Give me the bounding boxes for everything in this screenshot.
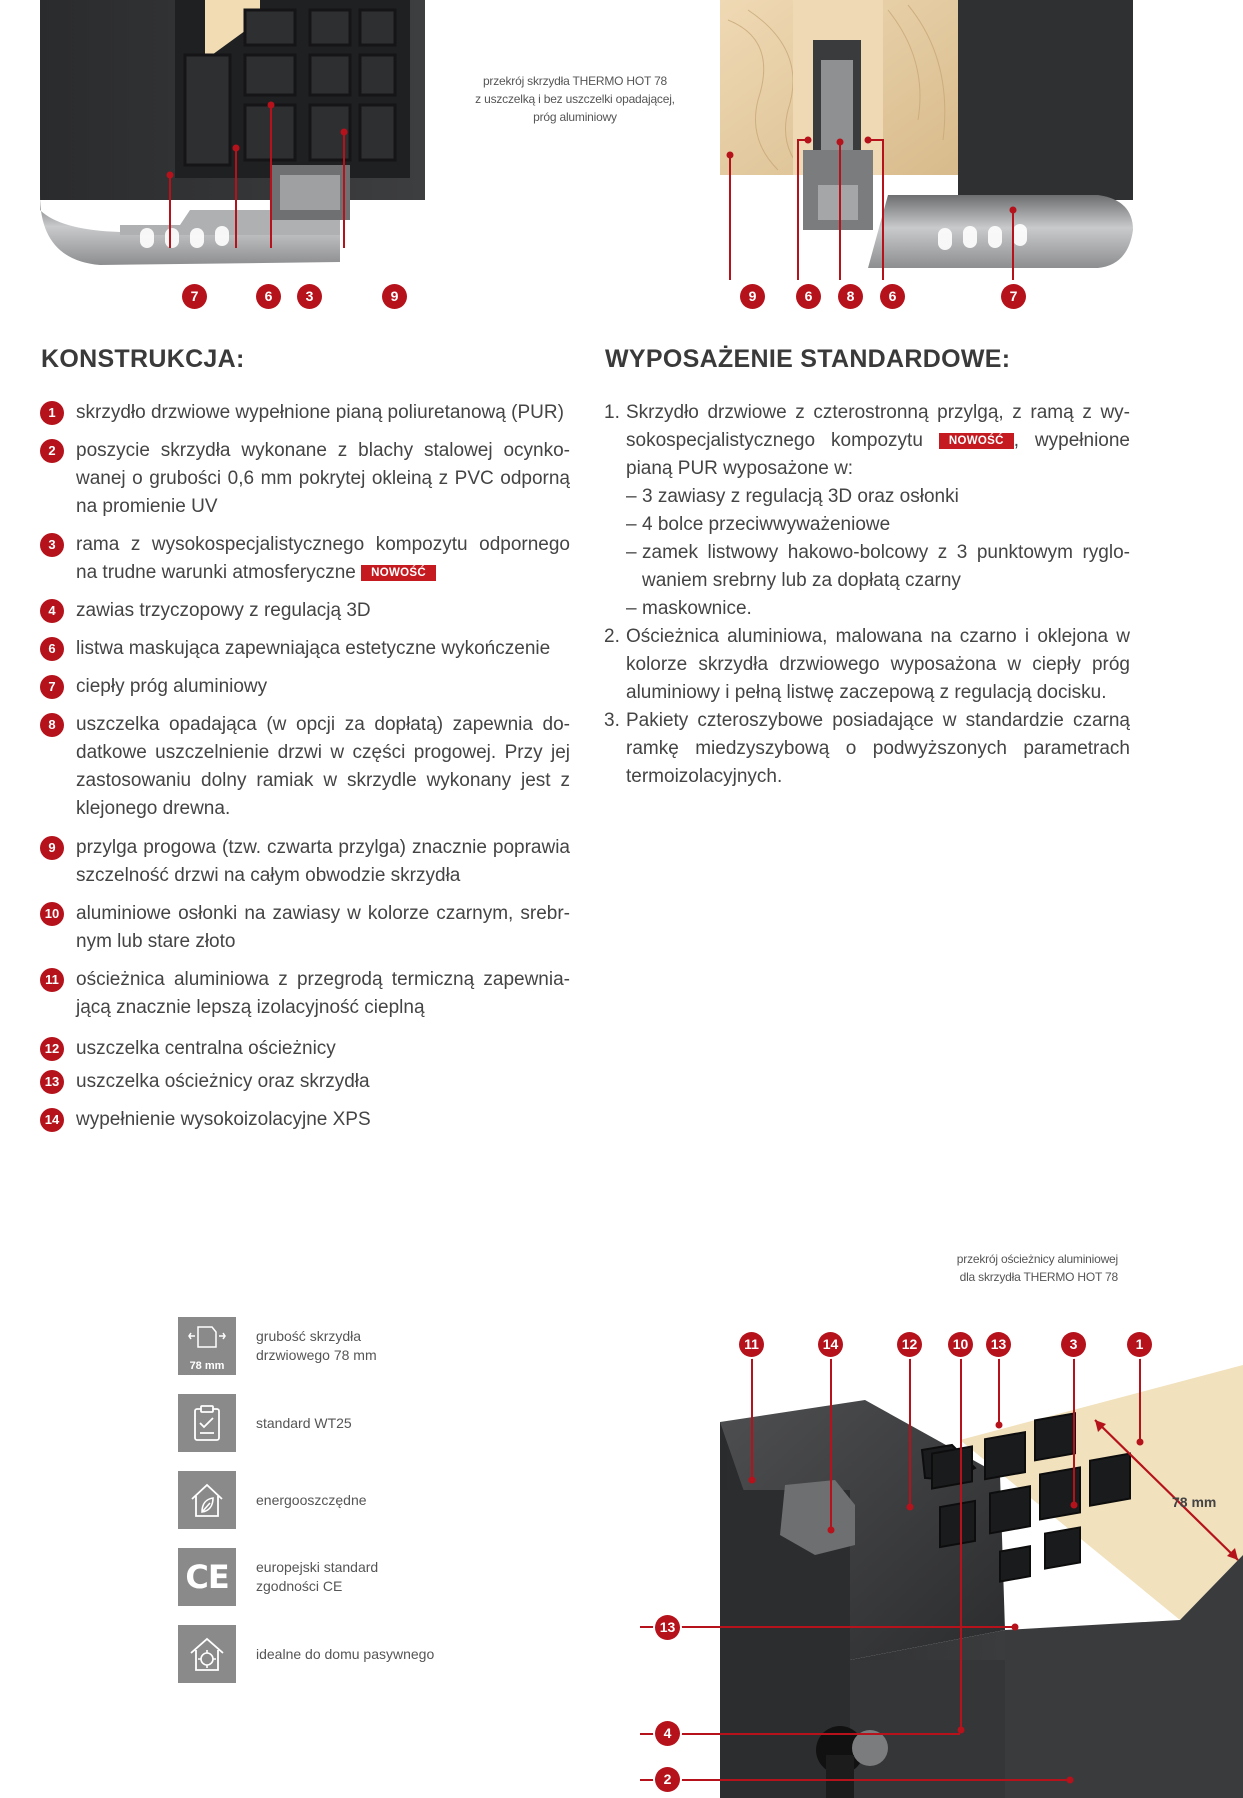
item-text: Pakiety czteroszybowe posiadające w standardzie czarną ramkę miedzyszybową o podwyższonych parametrach termoizolacyjnych. (626, 710, 1130, 787)
list-item (40, 1068, 570, 1096)
item-text (626, 399, 1130, 483)
feature-item (178, 1317, 377, 1375)
list-item (40, 1035, 570, 1063)
item-number: 10 (40, 902, 64, 926)
frame-marker-10: 10 (948, 1332, 973, 1357)
passive-house-icon (178, 1625, 236, 1683)
list-item (40, 635, 570, 663)
new-badge: NOWOŚĆ (361, 565, 436, 581)
feature-text: idealne do domu pasywnego (256, 1645, 435, 1662)
item-number: 1 (40, 401, 64, 425)
item-number: 13 (40, 1070, 64, 1094)
ce-mark-icon (178, 1548, 236, 1606)
frame-marker-11: 11 (739, 1332, 764, 1357)
item-number: 6 (40, 637, 64, 661)
left-marker-6: 6 (256, 284, 281, 309)
item-text: poszycie skrzydła wykonane z blachy stalowej ocynkowanej o grubości 0,6 mm pokrytej okleiną z PVC odporną na promienie UV (76, 440, 570, 517)
right-marker-6: 6 (880, 284, 905, 309)
top-caption (440, 72, 710, 126)
left-marker-3: 3 (297, 284, 322, 309)
sub-item (604, 595, 1130, 623)
item-text: Ościeżnica aluminiowa, malowana na czarno i oklejona w kolorze skrzydła drzwiowego wyposażona w ciepły próg aluminiowy i pełną listwę zaczepową z regulacją docisku. (626, 626, 1130, 703)
dash: – (626, 542, 637, 563)
frame-marker-2: 2 (655, 1767, 680, 1792)
list-item (40, 711, 570, 823)
right-marker-9: 9 (740, 284, 765, 309)
top-caption-line: z uszczelką i bez uszczelki opadającej, (475, 92, 675, 106)
left-marker-9: 9 (382, 284, 407, 309)
list-item (40, 1106, 570, 1134)
feature-item (178, 1548, 378, 1606)
sub-item (604, 511, 1130, 539)
eco-house-icon (178, 1471, 236, 1529)
list-item (604, 623, 1130, 707)
list-item (40, 399, 570, 427)
item-number: 12 (40, 1037, 64, 1061)
left-marker-7: 7 (182, 284, 207, 309)
item-number: 3. (604, 710, 620, 731)
frame-marker-13-left: 13 (655, 1615, 680, 1640)
right-marker-6: 6 (796, 284, 821, 309)
item-text: zawias trzyczopowy z regulacją 3D (76, 600, 371, 621)
frame-section-illustration (640, 1330, 1243, 1798)
item-text: aluminiowe osłonki na zawiasy w kolorze czarnym, srebrnym lub stare złoto (76, 903, 570, 952)
item-number: 2 (40, 439, 64, 463)
sub-item-text: 3 zawiasy z regulacją 3D oraz osłonki (642, 486, 959, 507)
item-text: skrzydło drzwiowe wypełnione pianą poliuretanową (PUR) (76, 402, 564, 423)
item-text: listwa maskująca zapewniająca estetyczne wykończenie (76, 638, 551, 659)
item-number: 14 (40, 1108, 64, 1132)
frame-marker-3: 3 (1061, 1332, 1086, 1357)
item-text-main: rama z wysokospecjalistycznego kompozytu odpornego na trudne warunki atmosferyczne (76, 534, 570, 583)
sub-item-text: zamek listwowy hakowo-bolcowy z 3 punktowym ryglowaniem srebrny lub za dopłatą czarny (642, 542, 1130, 591)
item-text: uszczelka opadająca (w opcji za dopłatą) zapewnia dodatkowe uszczelnienie drzwi w części progowej. Przy jej zastosowaniu dolny ramiak w skrzydle wykonany jest z klejonego drewna. (76, 714, 570, 819)
right-marker-7: 7 (1001, 284, 1026, 309)
item-text: uszczelka centralna ościeżnicy (76, 1038, 336, 1059)
bottom-caption (880, 1250, 1118, 1286)
item-text: wypełnienie wysokoizolacyjne XPS (76, 1109, 371, 1130)
sub-item (604, 483, 1130, 511)
frame-marker-1: 1 (1127, 1332, 1152, 1357)
item-number: 9 (40, 836, 64, 860)
bottom-caption-line: dla skrzydła THERMO HOT 78 (959, 1270, 1118, 1284)
item-text (76, 531, 570, 587)
item-number: 1. (604, 402, 620, 423)
list-item (40, 531, 570, 587)
frame-marker-14: 14 (818, 1332, 843, 1357)
feature-item (178, 1394, 352, 1452)
left-section-illustration (40, 0, 425, 280)
list-item (40, 966, 570, 1022)
icon-label: CE (185, 1558, 229, 1596)
item-number: 4 (40, 599, 64, 623)
right-marker-8: 8 (838, 284, 863, 309)
list-item (40, 437, 570, 521)
item-text: przylga progowa (tzw. czwarta przylga) znacznie poprawia szczelność drzwi na całym obwodzie skrzydła (76, 837, 570, 886)
item-text: uszczelka ościeżnicy oraz skrzydła (76, 1071, 370, 1092)
list-item (40, 597, 570, 625)
feature-item (178, 1471, 367, 1529)
item-text-part: Skrzydło drzwiowe z czterostronną przylgą, z ramą z wysokospecjalistycznego kompozytu (626, 402, 1130, 451)
right-section-illustration (718, 0, 1133, 280)
item-number: 11 (40, 968, 64, 992)
list-item (40, 834, 570, 890)
standard-equipment-list (604, 399, 1130, 791)
dash: – (626, 598, 637, 619)
bottom-caption-line: przekrój ościeżnicy aluminiowej (956, 1252, 1118, 1266)
frame-marker-12: 12 (897, 1332, 922, 1357)
item-number: 8 (40, 713, 64, 737)
dash: – (626, 486, 637, 507)
list-item (40, 673, 570, 701)
feature-text: energooszczędne (256, 1491, 367, 1508)
dash: – (626, 514, 637, 535)
frame-marker-13: 13 (986, 1332, 1011, 1357)
sub-item-text: maskownice. (642, 598, 752, 619)
item-text-part: , wypełnione pianą PUR wyposażone w: (626, 430, 1130, 479)
icon-label: 78 mm (189, 1360, 225, 1372)
feature-item (178, 1625, 434, 1683)
top-caption-line: przekrój skrzydła THERMO HOT 78 (482, 74, 668, 88)
item-text: ciepły próg aluminiowy (76, 676, 268, 697)
top-caption-line: próg aluminiowy (533, 110, 617, 124)
item-number: 2. (604, 626, 620, 647)
item-number: 3 (40, 533, 64, 557)
clipboard-icon (178, 1394, 236, 1452)
door-thickness-icon (178, 1317, 236, 1375)
sub-item (604, 539, 1130, 595)
dimension-label: 78 mm (1172, 1494, 1217, 1510)
item-number: 7 (40, 675, 64, 699)
list-item (604, 399, 1130, 483)
sub-item-text: 4 bolce przeciwwyważeniowe (642, 514, 891, 535)
list-item (40, 900, 570, 956)
list-item (604, 707, 1130, 791)
wyposazenie-heading: WYPOSAŻENIE STANDARDOWE: (605, 345, 1011, 373)
frame-marker-4: 4 (655, 1721, 680, 1746)
konstrukcja-heading: KONSTRUKCJA: (41, 345, 245, 373)
feature-text: grubość skrzydła drzwiowego 78 mm (256, 1328, 377, 1363)
item-text: ościeżnica aluminiowa z przegrodą termiczną zapewniającą znacznie lepszą izolacyjność cieplną (76, 969, 570, 1018)
new-badge: NOWOŚĆ (939, 433, 1014, 449)
feature-text: europejski standard zgodności CE (256, 1559, 379, 1594)
feature-text: standard WT25 (256, 1414, 352, 1431)
